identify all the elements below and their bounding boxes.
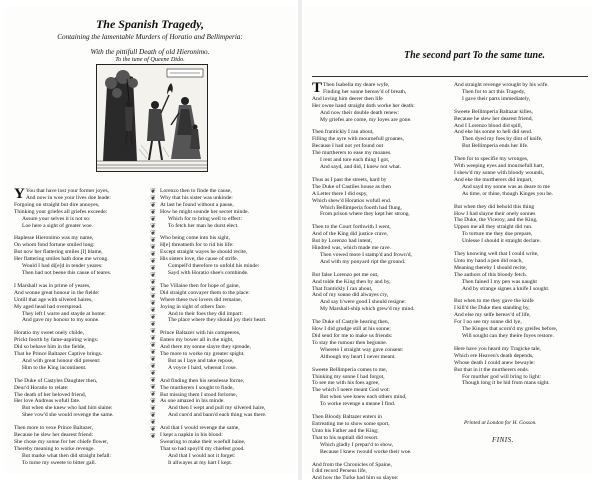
verse-line: For murther god will bring to light: — [462, 373, 541, 380]
verse-line: Which for to bring well to effect: — [168, 215, 243, 222]
verse-line: Did straight convayer them to the place: — [160, 289, 250, 296]
verse-line: Because I had not yet found out — [312, 143, 384, 150]
verse-line: Sayd with Horatio shee's combinde. — [168, 269, 249, 276]
verse-line: But when wee knew each others mind, — [320, 394, 407, 401]
verse-line: Thereby meaning to worke revenge. — [14, 445, 95, 452]
verse-line: How I did grudge still at his sonne; — [312, 326, 391, 333]
verse-line: A Letter there I did espy, — [312, 190, 368, 197]
verse-line: Then to the Court forthwith I went, — [312, 224, 391, 231]
left-column-1 — [14, 188, 144, 473]
verse-line: Then Isabella my deare wyfe, — [323, 82, 390, 88]
verse-line: Thinking my sonne I had forgot, — [312, 373, 385, 380]
verse-line: Horatio my sweet onely childe, — [14, 330, 85, 337]
verse-line: Whereto I straight way gave consent: — [320, 346, 404, 353]
woodcut-illustration — [96, 64, 208, 172]
verse-line: But when she knew who had him slaine: — [22, 405, 113, 412]
stanza — [454, 251, 588, 292]
right-column-2 — [454, 82, 588, 393]
verse-line: And loving him deerer then life — [312, 95, 383, 102]
verse-line: And to their foes they did impart: — [168, 310, 243, 317]
verse-line: Unto his Father and the King; — [312, 427, 379, 434]
ornamental-divider: ❦ ❦ ❦ ❦ ❦ ❦ ❦ ❦ ❦ ❦ ❦ ❦ ❦ ❦ ❦ ❦ ❦ ❦ ❦ ❦ ❦ ❦ ❦ ❦ ❦ ❦ ❦ ❦ ❦ ❦ ❦ ❦ ❦ ❦ ❦ ❦ — [150, 187, 156, 440]
verse-line: Swearing to make their woefull baine, — [160, 439, 246, 445]
verse-line: Because he slew her dearest friend, — [454, 115, 533, 122]
stanza — [454, 346, 588, 387]
verse-line: I shew'd my sonne with bloody wounds, — [454, 169, 545, 176]
verse-line: I gave their parts immediately, — [462, 95, 531, 102]
stanza — [454, 109, 588, 150]
verse-line: Thus as I past the streets, hard by — [312, 176, 387, 183]
verse-line: And eke the murtherers did impart, — [454, 176, 533, 183]
verse-line: I did record Perseus life, — [312, 468, 367, 475]
verse-line: And then I wept and pull my silvered haire, — [168, 405, 266, 412]
drop-cap: Y — [14, 186, 25, 202]
verse-line: H[e] threatneth for to rid his life: — [160, 242, 234, 249]
verse-line: That frantickly I ran about, — [312, 285, 373, 292]
verse-line: I kill'd the Duke then standing by, — [454, 305, 530, 312]
verse-line: Which ere Heaven's death depends, — [454, 352, 534, 359]
verse-line: And I Lorenzo blood did spill, — [454, 122, 523, 129]
verse-line: But marke what then did straight befall: — [22, 452, 112, 459]
verse-line: And with great honour did present: — [22, 357, 101, 364]
verse-line: Which gladly I prepar'd to show, — [320, 441, 394, 448]
verse-line: At last he found without a pause, — [160, 201, 234, 208]
verse-line: Forgoing on straight but dire annoyes, — [14, 201, 100, 208]
verse-line: The authors of this bloody fetch. — [454, 271, 528, 278]
verse-line: To worke revenge a meane I find. — [320, 401, 396, 408]
right-page — [304, 6, 592, 482]
stanza — [312, 462, 446, 483]
stanza — [160, 378, 294, 419]
verse-line: And straight revenge wrought by his wife. — [454, 82, 549, 88]
verse-line: That so had spoyl'd my chiefest good. — [160, 445, 245, 452]
verse-line: Sweete Bellimperia Baltazar killes, — [454, 108, 533, 115]
stanza — [312, 129, 446, 170]
verse-line: Meaning thereby I should recite, — [454, 264, 527, 271]
stanza — [160, 235, 294, 276]
verse-line: Lorenzo then to finde the cause, — [160, 188, 232, 194]
verse-line: The Duke, the Viceroy, and the King, — [454, 217, 538, 224]
verse-line: You that have lost your former joyes, — [25, 188, 110, 194]
verse-line: The Duke of Castyle hearing then, — [312, 319, 390, 326]
verse-line: And eke his sonne to hell did send. — [454, 129, 533, 136]
verse-line: How I had slayne their onely sonnes — [454, 210, 536, 217]
book-gutter — [298, 0, 302, 480]
verse-line: But that in it the murtherers ends. — [454, 366, 530, 373]
verse-line: Who being come into his sight, — [160, 235, 230, 242]
verse-line: How he might sounde her secret minde. — [160, 208, 250, 215]
verse-line: Unto my hand a pen did reach, — [454, 257, 523, 264]
verse-line: My griefes are come, my Ioyes are gone. — [320, 116, 412, 123]
verse-line: The which I neere meant God wot: — [312, 387, 390, 394]
verse-line: On whom fond fortune smiled long: — [14, 242, 95, 249]
verse-line: Shee vow'd she would revenge the same. — [22, 412, 114, 419]
verse-line: And finding then his senslesse forme, — [160, 377, 245, 384]
verse-line: With weeping eyes and mournefull hart, — [454, 163, 544, 170]
verse-line: Then Bloody Baltazer enters in — [312, 414, 382, 421]
verse-line: A voyce I hard, whereat I rose. — [168, 364, 237, 371]
verse-line: And gave my honour to my sonne. — [22, 317, 100, 324]
verse-line: And tolde the King then by and by, — [312, 278, 391, 285]
verse-line: Then vowed more I stamp'd and frown'd, — [320, 251, 412, 258]
verse-line: The murtherers to ease my moanes. — [312, 150, 392, 157]
stanza — [14, 283, 144, 324]
verse-line: Loe here a sight of greater woe. — [22, 222, 93, 229]
verse-line: Haplesse Hieronimo was my name, — [14, 235, 94, 242]
verse-line: Thinking your griefes all griefes exceede: — [14, 208, 108, 215]
stanza — [14, 425, 144, 466]
verse-line: Her love Andreas wofull fate. — [14, 398, 81, 405]
stanza — [14, 235, 144, 276]
verse-line: Him to the King incontinent. — [22, 364, 87, 371]
verse-line: But missing them I stood forlorne, — [160, 391, 238, 398]
verse-line: Would I had di[e]d in tender yeares: — [22, 263, 103, 270]
verse-line: But false Lorenzo pet me out, — [312, 271, 379, 278]
stanza — [454, 298, 588, 339]
verse-line: Prickt foorth by fame-aspiring wings: — [14, 337, 99, 344]
ballad-subtitle: Containing the lamentable Murders of Horatio and Bellimperia: — [57, 33, 243, 41]
printer-imprint: Printed at London for H. Gosson. — [464, 420, 537, 426]
verse-line: Then frantickly I ran about, — [312, 129, 374, 136]
right-column-1 — [312, 82, 446, 488]
verse-line: The death of her beloved friend, — [14, 391, 87, 398]
verse-line: Which shew'd Horatios wofull end. — [312, 197, 392, 204]
verse-line: Then dyed my foes by dint of knife, — [462, 136, 543, 143]
verse-line: The Villaine then for hope of gaine, — [160, 282, 240, 289]
verse-line: To torture me they doe prepare, — [462, 231, 533, 238]
verse-line: And there my sonne slayre they spreade, — [160, 344, 251, 351]
stanza — [312, 319, 446, 360]
verse-line: And of my sonne did alwayes cry, — [312, 292, 389, 299]
verse-line: Compell'd therefore to unfold his minde: — [168, 263, 260, 270]
verse-line: Here have you heard my Tragicke tale, — [454, 345, 541, 352]
verse-line: Finding her sonne bereav'd of breath, — [323, 88, 407, 95]
verse-line: The Kinges that scorn'd my greifes before, — [462, 326, 558, 333]
second-part-heading: The second part To the same tune. — [404, 50, 546, 61]
verse-line: Unlesse I should it straight declare. — [462, 238, 541, 245]
verse-line: And that I would revenge the same, — [160, 425, 240, 432]
verse-line: I rent and tore each thing I got, — [320, 157, 390, 164]
verse-line: Did so behave him in the fielde, — [14, 344, 86, 351]
verse-line: That to his nuptiall did resort. — [312, 434, 379, 441]
verse-line: And by strange signes a knife I sought. — [462, 285, 550, 292]
stanza — [14, 330, 144, 371]
verse-line: And now in woe your lives doe leade: — [25, 194, 111, 201]
stanza — [312, 177, 446, 218]
verse-line: Her owne hand straight doth worke her death: — [312, 102, 415, 109]
heading-rule — [312, 76, 588, 77]
verse-line: And say h'were good I should resigne: — [320, 299, 406, 306]
verse-line: But as I laye and take repose, — [168, 357, 234, 364]
verse-line: And curs'd and bann'd each thing was there. — [168, 412, 267, 419]
verse-line: But now her flattering smiles [I] blame, — [14, 249, 103, 256]
verse-line: And with my ponyard ript the ground. — [320, 258, 406, 265]
verse-line: Although my heart I never meant. — [320, 353, 396, 360]
verse-line: Will sought can they theire foyes restore. — [462, 333, 554, 339]
verse-line: They left I warre and stayde at home: — [22, 310, 106, 317]
verse-line: But Bellimperia ends her life. — [462, 143, 529, 150]
verse-line: Did send for me to make us friends: — [312, 333, 393, 339]
stanza — [312, 414, 446, 455]
verse-line: Because I knew twould worke their woe. — [320, 448, 412, 455]
ballad-subtitle-2: With the pittifull Death of old Hieronimo. — [90, 48, 210, 56]
stanza — [160, 188, 294, 229]
verse-line: But by Lorenzo had intent, — [312, 238, 373, 245]
stanza — [454, 156, 588, 197]
stanza — [160, 425, 294, 466]
left-column-2 — [160, 188, 294, 473]
verse-line: My Marshall-ship which grew'd my mind. — [320, 306, 415, 313]
verse-line: They knowing well that I could write, — [454, 251, 539, 258]
verse-line: Joying in sight of others face. — [160, 303, 227, 310]
verse-line: Then for to act this Tragedy, — [462, 88, 526, 95]
verse-line: The place where they should joy their heart. — [168, 317, 267, 324]
verse-line: To stay the rumour then begunne. — [312, 339, 388, 346]
verse-line: And of the King did justice crave, — [312, 231, 388, 238]
verse-line: Uppon me all they straight did run. — [454, 224, 533, 231]
verse-line: As one amazed in his minde. — [160, 398, 225, 405]
verse-line: It allwayes at my hart I kept. — [168, 459, 233, 466]
verse-line: And sayd my sonne was as deare to me — [462, 183, 550, 190]
verse-line: Then fained I my pen was naught — [462, 278, 537, 285]
stanza — [14, 378, 144, 419]
verse-line: Hindred was, which made me rave. — [312, 245, 392, 252]
verse-line: Which Bellimperia foorth had flung, — [320, 204, 402, 211]
verse-line: The more to worke my greater spight. — [160, 351, 245, 358]
verse-line: My aged head had overspread. — [14, 303, 83, 310]
verse-line: Prince Baltazer with his compeeres, — [160, 330, 241, 337]
verse-line: To turne my sweete to bitter gall. — [22, 459, 97, 466]
stanza — [312, 224, 446, 265]
stanza — [14, 188, 144, 229]
verse-line: Assure your selves it is not so: — [22, 215, 91, 222]
verse-line: Whose death I could anew bewayle: — [454, 359, 535, 366]
verse-line: Enters my bower all in the night, — [160, 337, 234, 344]
verse-line: Then had not beene this cause of teares. — [22, 269, 112, 276]
stanza — [454, 204, 588, 245]
verse-line: And sayd, and did, I knew not what. — [320, 163, 402, 170]
verse-line: The Duke of Castyles Daughter then, — [14, 377, 98, 384]
stanza — [312, 272, 446, 313]
left-page — [4, 6, 296, 474]
verse-line: From prison where they kept her strong. — [320, 211, 410, 218]
verse-line: As time, or thine, though Kinges you be. — [462, 190, 554, 197]
verse-line: Where these two lovers did remaine, — [160, 296, 243, 303]
finis-mark: FINIS. — [492, 436, 514, 444]
verse-line: Why that his sister was unkinde: — [160, 194, 233, 201]
verse-line: The murtherers I sought to finde, — [160, 384, 234, 391]
verse-line: She chose my sonne for her chiefe flower, — [14, 439, 109, 445]
verse-line: Then for to specifie my wronges, — [454, 156, 529, 163]
verse-line: And from the Chronicles of Spaine, — [312, 461, 392, 468]
verse-line: The Duke of Castiles house as then — [312, 183, 391, 190]
stanza — [312, 367, 446, 408]
verse-line: To fetch her man he durst elect. — [168, 222, 239, 229]
verse-line: Sweete Bellimperia comes to me, — [312, 366, 388, 373]
verse-line: But when to me they gave the knife — [454, 298, 534, 305]
ballad-title: The Spanish Tragedy, — [95, 17, 205, 31]
verse-line: And else my selfe bereav'd of life, — [454, 312, 531, 319]
verse-line: But when they did behold this thing — [454, 203, 535, 210]
hanging-scene-woodcut — [97, 65, 207, 171]
verse-line: His sisters love, the cause of strife. — [160, 256, 238, 263]
verse-line: Her flattering smiles hath done me wrong. — [14, 256, 109, 263]
stanza — [160, 330, 294, 371]
tune-line: To the tune of Queene Dido. — [115, 56, 185, 63]
verse-line: And that I would not it forget: — [168, 452, 236, 459]
stanza — [312, 82, 446, 123]
verse-line: Except straight wayes he should recite, — [160, 249, 248, 256]
verse-line: For I no see my sonne did lye, — [454, 319, 522, 326]
verse-line: And now their double death renew: — [320, 109, 400, 116]
stanza — [160, 283, 294, 324]
verse-line: Then more to vexe Prince Baltazer, — [14, 425, 93, 432]
verse-line: Entreating me to show some sport, — [312, 420, 390, 427]
verse-line: Deur'd Horatio to relate: — [14, 384, 69, 391]
verse-line: That he Prince Baltazer Captive brings. — [14, 351, 103, 358]
verse-line: And how the Turke had him so slayne: — [312, 475, 399, 482]
verse-line: And wonne great honour in the fielde: — [14, 289, 100, 296]
verse-line: I Marshall was in prime of yeares, — [14, 282, 91, 289]
verse-line: To see me with his foes agree, — [312, 380, 380, 387]
verse-line: Filling the ayre with mournefull groanes, — [312, 136, 404, 143]
verse-line: Because he slew her dearest friend: — [14, 432, 94, 439]
verse-line: Untill that age with silvered haires, — [14, 296, 93, 303]
stanza — [454, 82, 588, 103]
verse-line: I kept a napkin in his blood: — [160, 432, 223, 439]
drop-cap: T — [312, 80, 323, 96]
verse-line: Though long it be hid from mans sight. — [462, 380, 550, 387]
